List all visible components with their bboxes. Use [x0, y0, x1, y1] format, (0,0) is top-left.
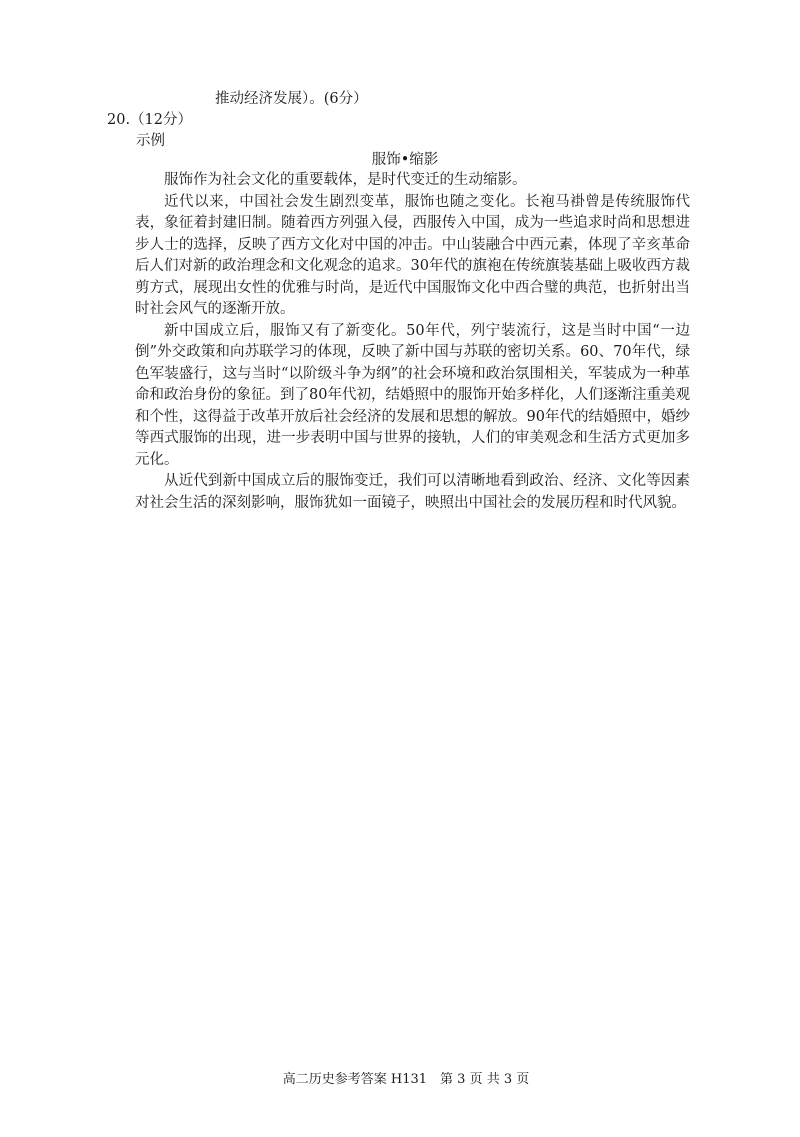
essay-paragraph-new-china: 新中国成立后，服饰又有了新变化。50年代，列宁装流行，这是当时中国“一边倒”外交政策和向苏联学习的体现，反映了新中国与苏联的密切关系。60、70年代，绿色军装盛行，这与当时“以阶级斗争为纲”的社会环境和政治氛围相关，军装成为一种革命和政治身份的象征。到了80年代初，结婚照中的服饰开始多样化，人们逐渐注重美观和个性，这得益于改革开放后社会经济的发展和思想的解放。90年代的结婚照中，婚纱等西式服饰的出现，进一步表明中国与世界的接轨，人们的审美观念和生活方式更加多元化。	[135, 322, 690, 468]
essay-paragraph-intro: 服饰作为社会文化的重要载体，是时代变迁的生动缩影。	[164, 172, 527, 188]
previous-answer-continuation: 推动经济发展）。(6分）	[215, 91, 368, 107]
question-number: 20.（12分）	[107, 112, 193, 128]
essay-title: 服饰•缩影	[371, 152, 439, 168]
essay-body	[135, 170, 690, 514]
page-footer: 高二历史参考答案 H131 第 3 页 共 3 页	[282, 1072, 530, 1087]
example-label: 示例	[136, 133, 165, 149]
essay-paragraph-modern: 近代以来，中国社会发生剧烈变革，服饰也随之变化。长袍马褂曾是传统服饰代表，象征着封建旧制。随着西方列强入侵，西服传入中国，成为一些追求时尚和思想进步人士的选择，反映了西方文化对中国的冲击。中山装融合中西元素，体现了辛亥革命后人们对新的政治理念和文化观念的追求。30年代的旗袍在传统旗装基础上吸收西方裁剪方式，展现出女性的优雅与时尚，是近代中国服饰文化中西合璧的典范，也折射出当时社会风气的逐渐开放。	[135, 193, 690, 317]
essay-paragraph-conclusion: 从近代到新中国成立后的服饰变迁，我们可以清晰地看到政治、经济、文化等因素对社会生活的深刻影响，服饰犹如一面镜子，映照出中国社会的发展历程和时代风貌。	[135, 473, 690, 511]
